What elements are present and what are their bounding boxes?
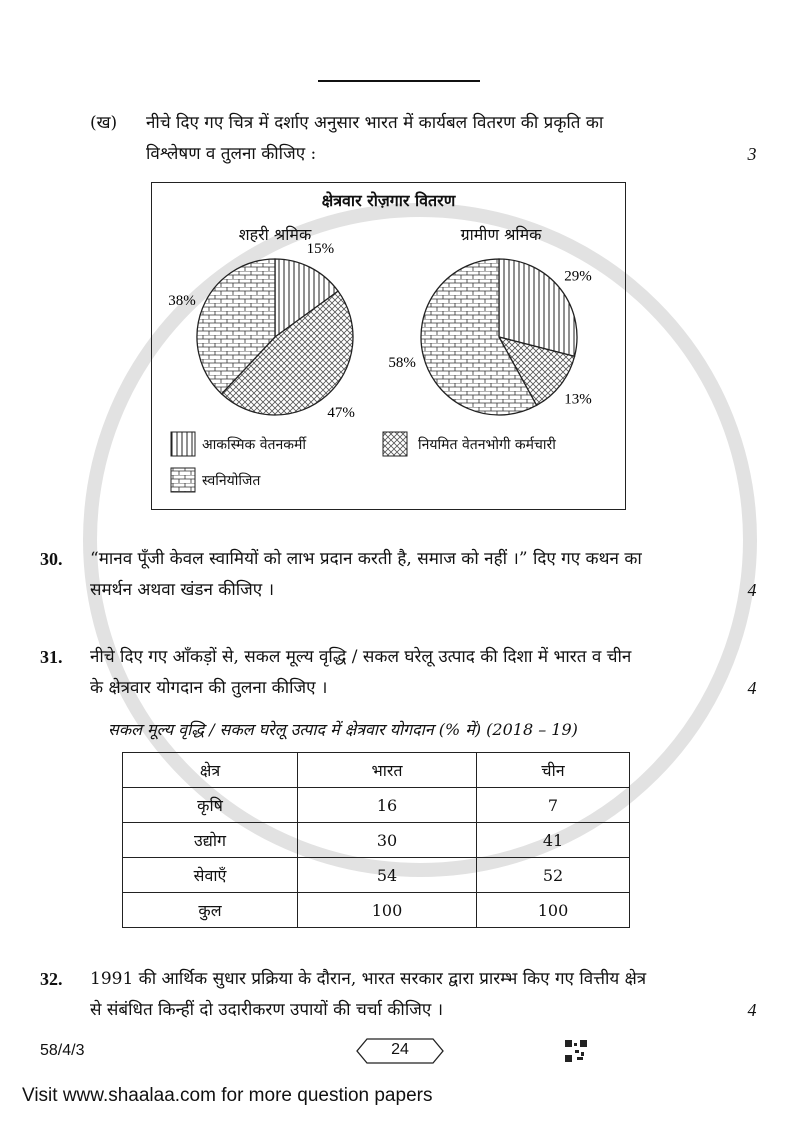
q30-marks: 4 [747, 580, 757, 600]
cell: कुल [123, 893, 298, 928]
cell: 100 [298, 893, 477, 928]
q31-text [90, 642, 726, 704]
q30-line2: समर्थन अथवा खंडन कीजिए । [90, 580, 275, 600]
cell: 100 [477, 893, 630, 928]
legend-label: नियमित वेतनभोगी कर्मचारी [418, 436, 556, 453]
pie-data-label: 29% [564, 268, 592, 285]
top-divider [318, 80, 480, 82]
table-title: सकल मूल्य वृद्धि / सकल घरेलू उत्पाद में क्षेत्रवार योगदान (% में) (2018 – 19) [108, 720, 578, 739]
chart-box [151, 182, 626, 510]
question-31 [0, 642, 800, 704]
pie-data-label: 15% [306, 240, 335, 257]
cell: सेवाएँ [123, 858, 298, 893]
col-header: चीन [477, 753, 630, 788]
q29b-marks: 3 [747, 144, 757, 164]
q30-line1: “मानव पूँजी केवल स्वामियों को लाभ प्रदान करती है, समाज को नहीं ।” दिए गए कथन का [90, 549, 642, 569]
table-header-row [123, 753, 630, 788]
legend-swatch-vertical [170, 431, 196, 457]
q29b-text [146, 108, 726, 170]
q32-line1: 1991 की आर्थिक सुधार प्रक्रिया के दौरान, भारत सरकार द्वारा प्रारम्भ किए गए वित्तीय क्षेत्र [90, 969, 647, 989]
q30-text [90, 544, 726, 606]
col-header: क्षेत्र [123, 753, 298, 788]
q31-number: 31. [40, 647, 63, 667]
pie-title-rural: ग्रामीण श्रमिक [460, 225, 542, 244]
cell: 41 [477, 823, 630, 858]
legend-regular [382, 431, 556, 457]
chart-title: क्षेत्रवार रोज़गार वितरण [321, 191, 456, 210]
q30-number: 30. [40, 549, 63, 569]
q29b-line2: विश्लेषण व तुलना कीजिए : [146, 144, 317, 164]
legend-self-employed [170, 467, 260, 493]
q31-line2: के क्षेत्रवार योगदान की तुलना कीजिए । [90, 678, 328, 698]
q29b-line1: नीचे दिए गए चित्र में दर्शाए अनुसार भारत में कार्यबल वितरण की प्रकृति का [146, 113, 604, 133]
legend-swatch-crosshatch [382, 431, 408, 457]
qr-code-icon [565, 1040, 587, 1062]
col-header: भारत [298, 753, 477, 788]
cell: 30 [298, 823, 477, 858]
table-row [123, 788, 630, 823]
table-row [123, 893, 630, 928]
cell: 54 [298, 858, 477, 893]
q32-number: 32. [40, 969, 63, 989]
page-number: 24 [391, 1041, 409, 1058]
pie-data-label: 47% [327, 405, 355, 422]
q32-marks: 4 [747, 1000, 757, 1020]
question-32 [0, 964, 800, 1026]
cell: उद्योग [123, 823, 298, 858]
pie-data-label: 13% [564, 391, 592, 408]
legend-label: आकस्मिक वेतनकर्मी [202, 436, 306, 453]
paper-code: 58/4/3 [40, 1042, 85, 1059]
legend-label: स्वनियोजित [202, 472, 261, 489]
q31-marks: 4 [747, 678, 757, 698]
question-30 [0, 544, 800, 606]
q32-line2: से संबंधित किन्हीं दो उदारीकरण उपायों की चर्चा कीजिए । [90, 1000, 444, 1020]
question-29b [0, 108, 800, 170]
legend-swatch-brick [170, 467, 196, 493]
top-divider-wrap [318, 0, 480, 82]
pie-title-urban: शहरी श्रमिक [238, 225, 312, 244]
promo-text[interactable]: Visit www.shaalaa.com for more question papers [22, 1085, 433, 1106]
page-number-badge [355, 1037, 445, 1065]
cell: 16 [298, 788, 477, 823]
q29b-label: (ख) [90, 113, 118, 133]
q32-text [90, 964, 726, 1026]
legend-casual [170, 431, 306, 457]
cell: 52 [477, 858, 630, 893]
footer [0, 1036, 800, 1066]
cell: कृषि [123, 788, 298, 823]
q31-line1: नीचे दिए गए आँकड़ों से, सकल मूल्य वृद्धि / सकल घरेलू उत्पाद की दिशा में भारत व चीन [90, 647, 632, 667]
sector-table [122, 752, 630, 928]
pie-data-label: 58% [388, 354, 416, 371]
table-row [123, 823, 630, 858]
table-row [123, 858, 630, 893]
pie-data-label: 38% [168, 293, 196, 310]
cell: 7 [477, 788, 630, 823]
